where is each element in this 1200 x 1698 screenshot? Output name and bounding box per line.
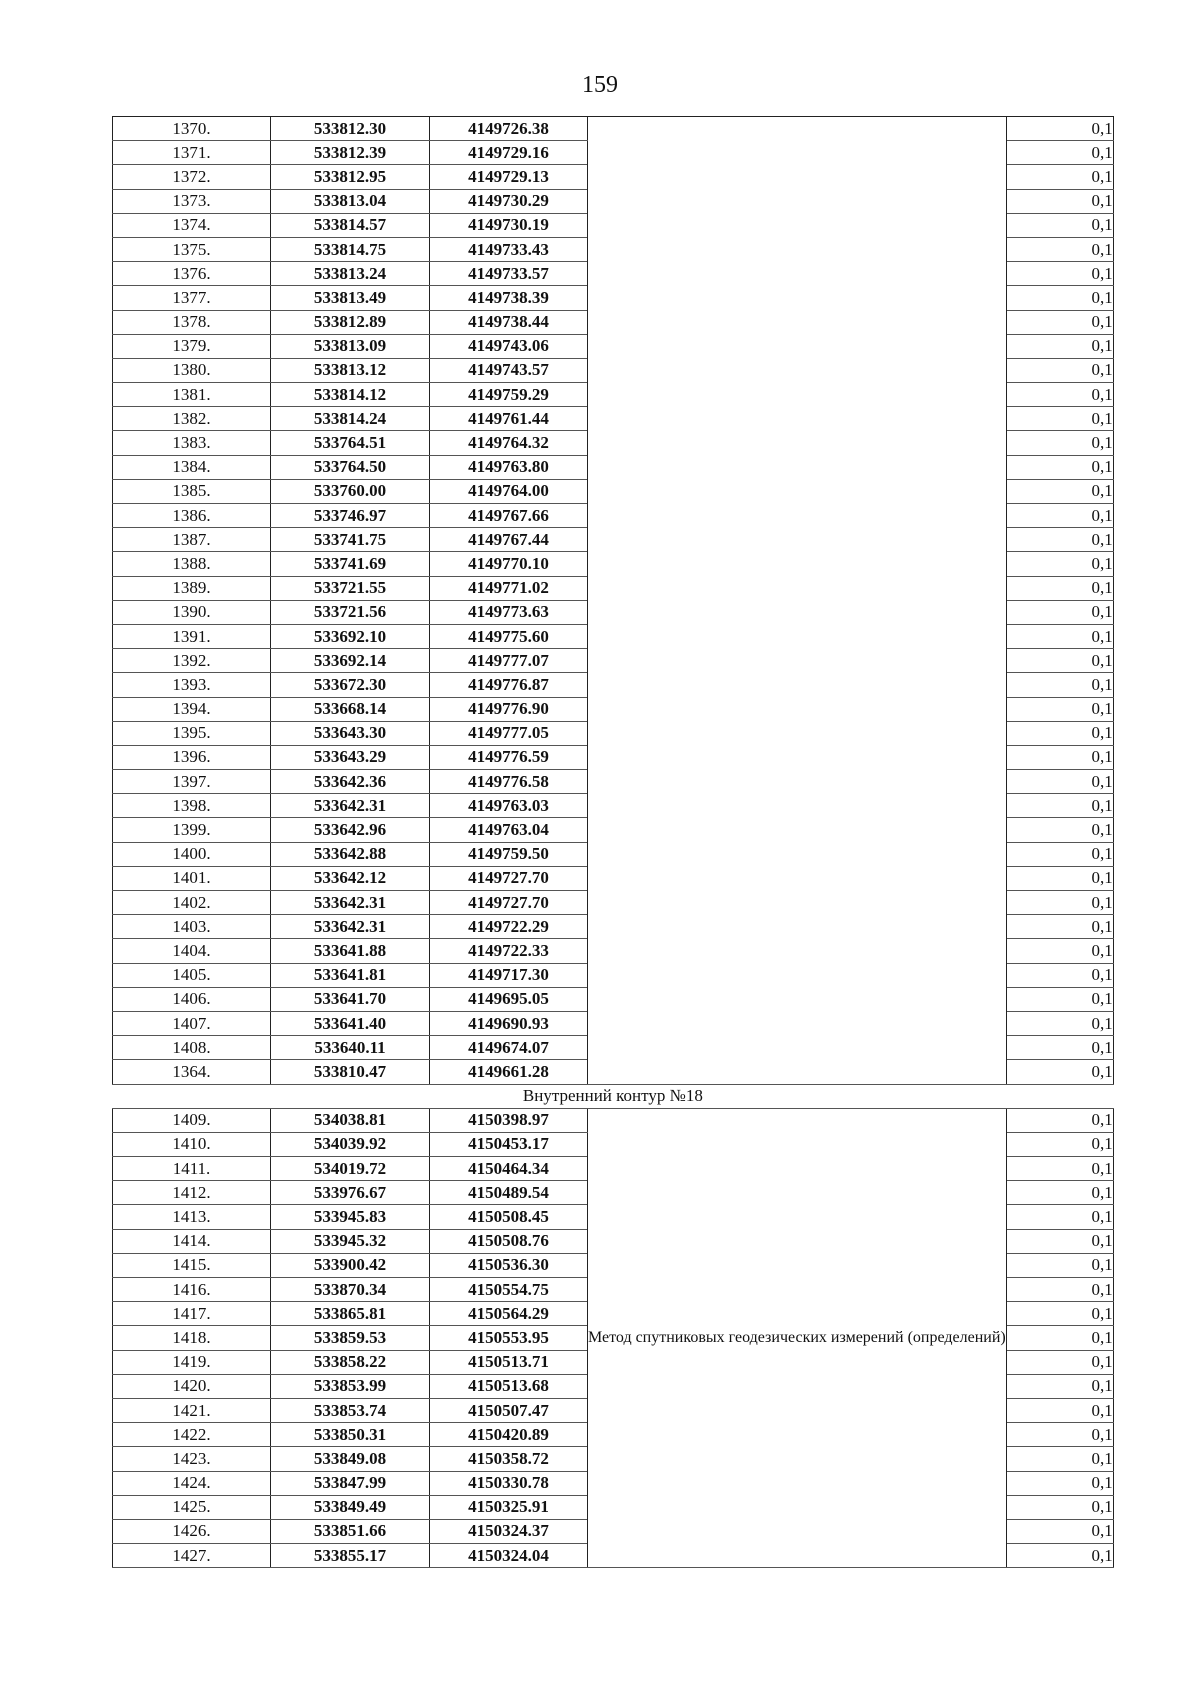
x-coordinate-cell: 533870.34 xyxy=(271,1278,430,1302)
accuracy-cell: 0,1 xyxy=(1006,939,1113,963)
y-coordinate-cell: 4149776.90 xyxy=(430,697,588,721)
y-coordinate-cell: 4149722.33 xyxy=(430,939,588,963)
y-coordinate-cell: 4149727.70 xyxy=(430,891,588,915)
accuracy-cell: 0,1 xyxy=(1006,1326,1113,1350)
accuracy-cell: 0,1 xyxy=(1006,1423,1113,1447)
point-number-cell: 1409. xyxy=(113,1108,271,1132)
page-number: 159 xyxy=(582,72,618,98)
accuracy-cell: 0,1 xyxy=(1006,963,1113,987)
point-number-cell: 1410. xyxy=(113,1132,271,1156)
accuracy-cell: 0,1 xyxy=(1006,842,1113,866)
accuracy-cell: 0,1 xyxy=(1006,1060,1113,1084)
x-coordinate-cell: 533640.11 xyxy=(271,1036,430,1060)
point-number-cell: 1416. xyxy=(113,1278,271,1302)
point-number-cell: 1388. xyxy=(113,552,271,576)
x-coordinate-cell: 533813.24 xyxy=(271,262,430,286)
y-coordinate-cell: 4149763.03 xyxy=(430,794,588,818)
accuracy-cell: 0,1 xyxy=(1006,552,1113,576)
x-coordinate-cell: 533945.83 xyxy=(271,1205,430,1229)
y-coordinate-cell: 4149733.57 xyxy=(430,262,588,286)
y-coordinate-cell: 4149730.29 xyxy=(430,189,588,213)
x-coordinate-cell: 533764.51 xyxy=(271,431,430,455)
x-coordinate-cell: 533849.08 xyxy=(271,1447,430,1471)
x-coordinate-cell: 533642.36 xyxy=(271,770,430,794)
accuracy-cell: 0,1 xyxy=(1006,528,1113,552)
point-number-cell: 1399. xyxy=(113,818,271,842)
point-number-cell: 1374. xyxy=(113,213,271,237)
point-number-cell: 1390. xyxy=(113,600,271,624)
y-coordinate-cell: 4149763.80 xyxy=(430,455,588,479)
accuracy-cell: 0,1 xyxy=(1006,1181,1113,1205)
accuracy-cell: 0,1 xyxy=(1006,407,1113,431)
accuracy-cell: 0,1 xyxy=(1006,213,1113,237)
accuracy-cell: 0,1 xyxy=(1006,697,1113,721)
point-number-cell: 1393. xyxy=(113,673,271,697)
x-coordinate-cell: 533812.30 xyxy=(271,117,430,141)
point-number-cell: 1411. xyxy=(113,1157,271,1181)
x-coordinate-cell: 533814.12 xyxy=(271,383,430,407)
point-number-cell: 1425. xyxy=(113,1495,271,1519)
accuracy-cell: 0,1 xyxy=(1006,721,1113,745)
x-coordinate-cell: 534038.81 xyxy=(271,1108,430,1132)
y-coordinate-cell: 4149690.93 xyxy=(430,1011,588,1035)
y-coordinate-cell: 4149775.60 xyxy=(430,624,588,648)
accuracy-cell: 0,1 xyxy=(1006,1253,1113,1277)
accuracy-cell: 0,1 xyxy=(1006,117,1113,141)
accuracy-cell: 0,1 xyxy=(1006,673,1113,697)
point-number-cell: 1423. xyxy=(113,1447,271,1471)
x-coordinate-cell: 533858.22 xyxy=(271,1350,430,1374)
accuracy-cell: 0,1 xyxy=(1006,1519,1113,1543)
x-coordinate-cell: 533945.32 xyxy=(271,1229,430,1253)
point-number-cell: 1412. xyxy=(113,1181,271,1205)
y-coordinate-cell: 4150507.47 xyxy=(430,1398,588,1422)
accuracy-cell: 0,1 xyxy=(1006,1011,1113,1035)
y-coordinate-cell: 4149730.19 xyxy=(430,213,588,237)
y-coordinate-cell: 4149729.16 xyxy=(430,141,588,165)
y-coordinate-cell: 4149773.63 xyxy=(430,600,588,624)
x-coordinate-cell: 533847.99 xyxy=(271,1471,430,1495)
point-number-cell: 1380. xyxy=(113,358,271,382)
y-coordinate-cell: 4150513.71 xyxy=(430,1350,588,1374)
y-coordinate-cell: 4149767.44 xyxy=(430,528,588,552)
y-coordinate-cell: 4150508.76 xyxy=(430,1229,588,1253)
point-number-cell: 1404. xyxy=(113,939,271,963)
y-coordinate-cell: 4150489.54 xyxy=(430,1181,588,1205)
y-coordinate-cell: 4149729.13 xyxy=(430,165,588,189)
point-number-cell: 1391. xyxy=(113,624,271,648)
x-coordinate-cell: 533668.14 xyxy=(271,697,430,721)
point-number-cell: 1382. xyxy=(113,407,271,431)
y-coordinate-cell: 4149695.05 xyxy=(430,987,588,1011)
point-number-cell: 1385. xyxy=(113,479,271,503)
x-coordinate-cell: 533641.40 xyxy=(271,1011,430,1035)
accuracy-cell: 0,1 xyxy=(1006,649,1113,673)
x-coordinate-cell: 533642.12 xyxy=(271,866,430,890)
accuracy-cell: 0,1 xyxy=(1006,358,1113,382)
x-coordinate-cell: 533850.31 xyxy=(271,1423,430,1447)
accuracy-cell: 0,1 xyxy=(1006,1108,1113,1132)
x-coordinate-cell: 533813.09 xyxy=(271,334,430,358)
accuracy-cell: 0,1 xyxy=(1006,1132,1113,1156)
y-coordinate-cell: 4149738.44 xyxy=(430,310,588,334)
y-coordinate-cell: 4150324.04 xyxy=(430,1544,588,1568)
accuracy-cell: 0,1 xyxy=(1006,1278,1113,1302)
point-number-cell: 1387. xyxy=(113,528,271,552)
point-number-cell: 1375. xyxy=(113,237,271,261)
point-number-cell: 1405. xyxy=(113,963,271,987)
point-number-cell: 1407. xyxy=(113,1011,271,1035)
method-cell xyxy=(588,117,1007,1085)
accuracy-cell: 0,1 xyxy=(1006,1036,1113,1060)
accuracy-cell: 0,1 xyxy=(1006,1350,1113,1374)
y-coordinate-cell: 4150325.91 xyxy=(430,1495,588,1519)
y-coordinate-cell: 4150553.95 xyxy=(430,1326,588,1350)
y-coordinate-cell: 4150554.75 xyxy=(430,1278,588,1302)
y-coordinate-cell: 4149761.44 xyxy=(430,407,588,431)
x-coordinate-cell: 533849.49 xyxy=(271,1495,430,1519)
x-coordinate-cell: 533741.75 xyxy=(271,528,430,552)
point-number-cell: 1389. xyxy=(113,576,271,600)
y-coordinate-cell: 4150508.45 xyxy=(430,1205,588,1229)
accuracy-cell: 0,1 xyxy=(1006,141,1113,165)
point-number-cell: 1383. xyxy=(113,431,271,455)
y-coordinate-cell: 4150564.29 xyxy=(430,1302,588,1326)
x-coordinate-cell: 533853.99 xyxy=(271,1374,430,1398)
accuracy-cell: 0,1 xyxy=(1006,237,1113,261)
x-coordinate-cell: 533642.31 xyxy=(271,794,430,818)
point-number-cell: 1415. xyxy=(113,1253,271,1277)
y-coordinate-cell: 4149674.07 xyxy=(430,1036,588,1060)
accuracy-cell: 0,1 xyxy=(1006,286,1113,310)
y-coordinate-cell: 4149776.87 xyxy=(430,673,588,697)
accuracy-cell: 0,1 xyxy=(1006,310,1113,334)
point-number-cell: 1381. xyxy=(113,383,271,407)
y-coordinate-cell: 4149738.39 xyxy=(430,286,588,310)
y-coordinate-cell: 4149763.04 xyxy=(430,818,588,842)
point-number-cell: 1420. xyxy=(113,1374,271,1398)
point-number-cell: 1377. xyxy=(113,286,271,310)
accuracy-cell: 0,1 xyxy=(1006,915,1113,939)
x-coordinate-cell: 533642.96 xyxy=(271,818,430,842)
y-coordinate-cell: 4150536.30 xyxy=(430,1253,588,1277)
x-coordinate-cell: 533643.29 xyxy=(271,745,430,769)
point-number-cell: 1408. xyxy=(113,1036,271,1060)
coordinates-table-body xyxy=(113,117,1114,1568)
x-coordinate-cell: 533692.10 xyxy=(271,624,430,648)
point-number-cell: 1421. xyxy=(113,1398,271,1422)
point-number-cell: 1424. xyxy=(113,1471,271,1495)
x-coordinate-cell: 533672.30 xyxy=(271,673,430,697)
y-coordinate-cell: 4149722.29 xyxy=(430,915,588,939)
point-number-cell: 1406. xyxy=(113,987,271,1011)
point-number-cell: 1427. xyxy=(113,1544,271,1568)
coordinates-table xyxy=(112,116,1114,1568)
accuracy-cell: 0,1 xyxy=(1006,1374,1113,1398)
point-number-cell: 1396. xyxy=(113,745,271,769)
section-heading: Внутренний контур №18 xyxy=(113,1084,1114,1108)
x-coordinate-cell: 534039.92 xyxy=(271,1132,430,1156)
y-coordinate-cell: 4149743.57 xyxy=(430,358,588,382)
accuracy-cell: 0,1 xyxy=(1006,262,1113,286)
y-coordinate-cell: 4149771.02 xyxy=(430,576,588,600)
y-coordinate-cell: 4149764.32 xyxy=(430,431,588,455)
y-coordinate-cell: 4150330.78 xyxy=(430,1471,588,1495)
y-coordinate-cell: 4149661.28 xyxy=(430,1060,588,1084)
y-coordinate-cell: 4150358.72 xyxy=(430,1447,588,1471)
accuracy-cell: 0,1 xyxy=(1006,794,1113,818)
x-coordinate-cell: 533814.75 xyxy=(271,237,430,261)
y-coordinate-cell: 4150513.68 xyxy=(430,1374,588,1398)
x-coordinate-cell: 533760.00 xyxy=(271,479,430,503)
accuracy-cell: 0,1 xyxy=(1006,455,1113,479)
x-coordinate-cell: 533859.53 xyxy=(271,1326,430,1350)
y-coordinate-cell: 4150420.89 xyxy=(430,1423,588,1447)
accuracy-cell: 0,1 xyxy=(1006,1157,1113,1181)
x-coordinate-cell: 533812.89 xyxy=(271,310,430,334)
accuracy-cell: 0,1 xyxy=(1006,891,1113,915)
x-coordinate-cell: 533642.31 xyxy=(271,891,430,915)
x-coordinate-cell: 533813.49 xyxy=(271,286,430,310)
y-coordinate-cell: 4150453.17 xyxy=(430,1132,588,1156)
point-number-cell: 1371. xyxy=(113,141,271,165)
x-coordinate-cell: 533976.67 xyxy=(271,1181,430,1205)
accuracy-cell: 0,1 xyxy=(1006,600,1113,624)
y-coordinate-cell: 4149776.58 xyxy=(430,770,588,794)
y-coordinate-cell: 4149727.70 xyxy=(430,866,588,890)
x-coordinate-cell: 533641.88 xyxy=(271,939,430,963)
accuracy-cell: 0,1 xyxy=(1006,745,1113,769)
accuracy-cell: 0,1 xyxy=(1006,383,1113,407)
point-number-cell: 1419. xyxy=(113,1350,271,1374)
point-number-cell: 1379. xyxy=(113,334,271,358)
table-row xyxy=(113,117,1114,141)
x-coordinate-cell: 533642.31 xyxy=(271,915,430,939)
x-coordinate-cell: 533641.70 xyxy=(271,987,430,1011)
y-coordinate-cell: 4149726.38 xyxy=(430,117,588,141)
y-coordinate-cell: 4150464.34 xyxy=(430,1157,588,1181)
x-coordinate-cell: 533746.97 xyxy=(271,504,430,528)
accuracy-cell: 0,1 xyxy=(1006,1205,1113,1229)
x-coordinate-cell: 533721.56 xyxy=(271,600,430,624)
method-cell: Метод спутниковых геодезических измерений (определений) xyxy=(588,1108,1007,1568)
point-number-cell: 1398. xyxy=(113,794,271,818)
y-coordinate-cell: 4149717.30 xyxy=(430,963,588,987)
x-coordinate-cell: 533900.42 xyxy=(271,1253,430,1277)
x-coordinate-cell: 533643.30 xyxy=(271,721,430,745)
x-coordinate-cell: 533812.95 xyxy=(271,165,430,189)
y-coordinate-cell: 4149777.05 xyxy=(430,721,588,745)
y-coordinate-cell: 4149759.50 xyxy=(430,842,588,866)
accuracy-cell: 0,1 xyxy=(1006,165,1113,189)
point-number-cell: 1378. xyxy=(113,310,271,334)
y-coordinate-cell: 4149770.10 xyxy=(430,552,588,576)
x-coordinate-cell: 533855.17 xyxy=(271,1544,430,1568)
x-coordinate-cell: 533865.81 xyxy=(271,1302,430,1326)
point-number-cell: 1400. xyxy=(113,842,271,866)
point-number-cell: 1376. xyxy=(113,262,271,286)
y-coordinate-cell: 4149777.07 xyxy=(430,649,588,673)
accuracy-cell: 0,1 xyxy=(1006,1471,1113,1495)
point-number-cell: 1386. xyxy=(113,504,271,528)
x-coordinate-cell: 533814.57 xyxy=(271,213,430,237)
table-row xyxy=(113,1108,1114,1132)
y-coordinate-cell: 4149764.00 xyxy=(430,479,588,503)
x-coordinate-cell: 533810.47 xyxy=(271,1060,430,1084)
accuracy-cell: 0,1 xyxy=(1006,576,1113,600)
accuracy-cell: 0,1 xyxy=(1006,431,1113,455)
y-coordinate-cell: 4150398.97 xyxy=(430,1108,588,1132)
x-coordinate-cell: 533853.74 xyxy=(271,1398,430,1422)
point-number-cell: 1403. xyxy=(113,915,271,939)
y-coordinate-cell: 4149759.29 xyxy=(430,383,588,407)
accuracy-cell: 0,1 xyxy=(1006,479,1113,503)
point-number-cell: 1401. xyxy=(113,866,271,890)
y-coordinate-cell: 4149767.66 xyxy=(430,504,588,528)
point-number-cell: 1394. xyxy=(113,697,271,721)
point-number-cell: 1414. xyxy=(113,1229,271,1253)
x-coordinate-cell: 533741.69 xyxy=(271,552,430,576)
x-coordinate-cell: 533764.50 xyxy=(271,455,430,479)
point-number-cell: 1384. xyxy=(113,455,271,479)
x-coordinate-cell: 533692.14 xyxy=(271,649,430,673)
point-number-cell: 1364. xyxy=(113,1060,271,1084)
accuracy-cell: 0,1 xyxy=(1006,770,1113,794)
point-number-cell: 1422. xyxy=(113,1423,271,1447)
accuracy-cell: 0,1 xyxy=(1006,504,1113,528)
point-number-cell: 1418. xyxy=(113,1326,271,1350)
point-number-cell: 1395. xyxy=(113,721,271,745)
accuracy-cell: 0,1 xyxy=(1006,1398,1113,1422)
accuracy-cell: 0,1 xyxy=(1006,1229,1113,1253)
accuracy-cell: 0,1 xyxy=(1006,818,1113,842)
point-number-cell: 1392. xyxy=(113,649,271,673)
point-number-cell: 1397. xyxy=(113,770,271,794)
section-heading-row xyxy=(113,1084,1114,1108)
x-coordinate-cell: 533812.39 xyxy=(271,141,430,165)
point-number-cell: 1426. xyxy=(113,1519,271,1543)
accuracy-cell: 0,1 xyxy=(1006,1302,1113,1326)
x-coordinate-cell: 533851.66 xyxy=(271,1519,430,1543)
point-number-cell: 1402. xyxy=(113,891,271,915)
x-coordinate-cell: 533813.12 xyxy=(271,358,430,382)
point-number-cell: 1372. xyxy=(113,165,271,189)
accuracy-cell: 0,1 xyxy=(1006,189,1113,213)
accuracy-cell: 0,1 xyxy=(1006,624,1113,648)
y-coordinate-cell: 4150324.37 xyxy=(430,1519,588,1543)
accuracy-cell: 0,1 xyxy=(1006,1544,1113,1568)
x-coordinate-cell: 533721.55 xyxy=(271,576,430,600)
accuracy-cell: 0,1 xyxy=(1006,987,1113,1011)
y-coordinate-cell: 4149743.06 xyxy=(430,334,588,358)
accuracy-cell: 0,1 xyxy=(1006,1447,1113,1471)
x-coordinate-cell: 533814.24 xyxy=(271,407,430,431)
point-number-cell: 1417. xyxy=(113,1302,271,1326)
accuracy-cell: 0,1 xyxy=(1006,1495,1113,1519)
x-coordinate-cell: 533641.81 xyxy=(271,963,430,987)
y-coordinate-cell: 4149776.59 xyxy=(430,745,588,769)
accuracy-cell: 0,1 xyxy=(1006,334,1113,358)
accuracy-cell: 0,1 xyxy=(1006,866,1113,890)
y-coordinate-cell: 4149733.43 xyxy=(430,237,588,261)
x-coordinate-cell: 534019.72 xyxy=(271,1157,430,1181)
x-coordinate-cell: 533642.88 xyxy=(271,842,430,866)
point-number-cell: 1373. xyxy=(113,189,271,213)
point-number-cell: 1413. xyxy=(113,1205,271,1229)
x-coordinate-cell: 533813.04 xyxy=(271,189,430,213)
point-number-cell: 1370. xyxy=(113,117,271,141)
